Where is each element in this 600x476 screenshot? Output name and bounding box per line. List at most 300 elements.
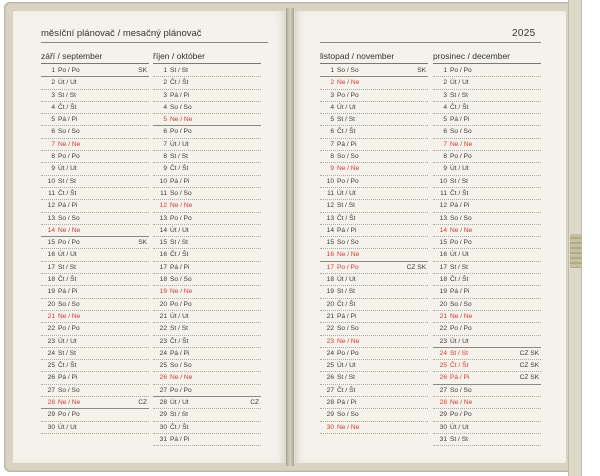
day-number: 23: [439, 337, 447, 345]
day-name: Čt / Št: [450, 276, 469, 284]
holiday-country-note: CZ: [138, 399, 147, 407]
day-number: 21: [439, 312, 447, 320]
day-row: [320, 397, 428, 409]
day-name: Ne / Ne: [170, 202, 193, 210]
day-name: Pá / Pi: [58, 202, 78, 210]
day-row: [153, 163, 261, 175]
day-name: St / St: [58, 349, 76, 357]
month-days: [320, 65, 428, 434]
day-number: 23: [326, 337, 334, 345]
day-row: [320, 323, 428, 335]
day-number: 10: [159, 177, 167, 185]
day-number: 18: [159, 276, 167, 284]
day-number: 8: [163, 153, 167, 161]
day-row: [433, 90, 541, 102]
day-row: [41, 163, 149, 175]
day-name: Po / Po: [58, 153, 80, 161]
holiday-country-note: CZ SK: [406, 263, 426, 271]
day-name: Po / Po: [450, 153, 472, 161]
day-row: [41, 200, 149, 212]
holiday-country-note: SK: [138, 239, 147, 247]
day-number: 15: [159, 239, 167, 247]
day-name: Pá / Pi: [170, 177, 190, 185]
day-row: [320, 126, 428, 138]
day-name: Pá / Pi: [170, 91, 190, 99]
day-number: 28: [439, 399, 447, 407]
day-name: St / St: [58, 263, 76, 271]
day-name: Út / Ut: [337, 103, 356, 111]
day-name: St / St: [170, 239, 188, 247]
day-row: [153, 249, 261, 261]
day-name: Čt / Št: [58, 362, 77, 370]
day-row: [41, 126, 149, 138]
day-row: [320, 77, 428, 89]
day-row: [433, 323, 541, 335]
day-name: Čt / Št: [170, 337, 189, 345]
day-number: 19: [326, 288, 334, 296]
day-name: Pá / Pi: [450, 288, 470, 296]
day-name: Ne / Ne: [58, 140, 81, 148]
day-name: Čt / Št: [337, 128, 356, 136]
day-number: 5: [330, 116, 334, 124]
day-row: [41, 299, 149, 311]
day-number: 20: [439, 300, 447, 308]
month-title-rule: [433, 63, 541, 64]
day-name: St / St: [337, 374, 355, 382]
day-name: St / St: [450, 435, 468, 443]
day-name: So / So: [337, 325, 359, 333]
day-name: So / So: [450, 300, 472, 308]
day-row: [320, 274, 428, 286]
day-number: 26: [439, 374, 447, 382]
ribbon-bookmark: [570, 234, 582, 268]
day-row: [41, 151, 149, 163]
day-row: [41, 323, 149, 335]
day-name: So / So: [170, 362, 192, 370]
day-row: [320, 114, 428, 126]
day-number: 22: [439, 325, 447, 333]
day-name: Út / Ut: [450, 79, 469, 87]
day-row: [153, 372, 261, 384]
day-number: 1: [443, 67, 447, 74]
day-row: [320, 90, 428, 102]
day-number: 11: [48, 189, 55, 197]
day-number: 2: [163, 79, 167, 87]
month-title-rule: [41, 63, 149, 64]
day-row: [153, 213, 261, 225]
day-name: Po / Po: [450, 411, 472, 419]
day-name: Ne / Ne: [450, 312, 473, 320]
day-number: 4: [443, 103, 447, 111]
day-number: 6: [443, 128, 447, 136]
day-number: 16: [439, 251, 447, 259]
day-name: Čt / Št: [58, 103, 77, 111]
day-row: [320, 188, 428, 200]
day-row: [320, 102, 428, 114]
day-row: [433, 176, 541, 188]
day-row: [320, 348, 428, 360]
day-row: [41, 360, 149, 372]
day-number: 14: [159, 226, 167, 234]
day-row: [433, 213, 541, 225]
day-number: 4: [163, 103, 167, 111]
day-row: [153, 126, 261, 138]
day-row: [153, 114, 261, 126]
day-name: Pá / Pi: [450, 202, 470, 210]
day-number: 30: [326, 423, 334, 431]
day-number: 2: [443, 79, 447, 87]
day-number: 1: [163, 67, 167, 74]
day-number: 11: [440, 189, 447, 197]
day-row: [433, 139, 541, 151]
day-row: [433, 434, 541, 446]
day-name: Čt / Št: [170, 251, 189, 259]
day-name: St / St: [337, 288, 355, 296]
day-row: [153, 422, 261, 434]
day-row: [433, 422, 541, 434]
month-days: [433, 65, 541, 446]
day-number: 31: [159, 435, 167, 443]
day-number: 28: [159, 399, 167, 407]
day-row: [41, 102, 149, 114]
day-name: Čt / Št: [58, 189, 77, 197]
day-name: So / So: [337, 153, 359, 161]
day-number: 27: [439, 386, 447, 394]
day-name: Ne / Ne: [58, 312, 81, 320]
day-row: [433, 102, 541, 114]
day-number: 24: [326, 349, 334, 357]
month-column: [320, 51, 428, 434]
day-number: 21: [326, 312, 334, 320]
day-name: Čt / Št: [170, 165, 189, 173]
day-row: [320, 385, 428, 397]
day-name: So / So: [58, 128, 80, 136]
day-row: [433, 249, 541, 261]
day-name: So / So: [58, 300, 80, 308]
month-days: [153, 65, 261, 446]
day-name: Ne / Ne: [337, 79, 360, 87]
day-number: 14: [47, 226, 55, 234]
day-number: 6: [163, 128, 167, 136]
header-rule-left: [41, 42, 268, 43]
day-name: Út / Ut: [450, 423, 469, 431]
day-row: [41, 286, 149, 298]
day-number: 2: [51, 79, 55, 87]
day-number: 14: [439, 226, 447, 234]
day-row: [41, 372, 149, 384]
day-number: 12: [159, 202, 167, 210]
day-name: Pá / Pi: [337, 312, 357, 320]
day-name: Po / Po: [337, 91, 359, 99]
day-row: [320, 200, 428, 212]
day-row: [153, 323, 261, 335]
day-row: [320, 311, 428, 323]
day-number: 25: [439, 362, 447, 370]
day-name: St / St: [337, 202, 355, 210]
day-name: Čt / Št: [170, 79, 189, 87]
day-row: [433, 126, 541, 138]
day-name: Po / Po: [170, 386, 192, 394]
day-name: Út / Ut: [450, 251, 469, 259]
day-name: Út / Ut: [450, 165, 469, 173]
day-number: 1: [330, 67, 334, 74]
day-row: [41, 225, 149, 237]
holiday-country-note: CZ SK: [519, 374, 539, 382]
day-row: [433, 348, 541, 360]
day-row: [153, 385, 261, 397]
day-number: 7: [163, 140, 167, 148]
day-number: 9: [163, 165, 167, 173]
day-number: 3: [443, 91, 447, 99]
day-row: [320, 176, 428, 188]
day-name: Po / Po: [170, 300, 192, 308]
month-title-rule: [153, 63, 261, 64]
holiday-country-note: CZ SK: [519, 362, 539, 370]
day-name: Pá / Pi: [170, 435, 190, 443]
day-number: 4: [51, 103, 55, 111]
day-row: [153, 336, 261, 348]
day-row: [153, 397, 261, 409]
day-number: 17: [326, 263, 334, 271]
day-number: 18: [326, 276, 334, 284]
day-row: [320, 409, 428, 421]
day-number: 19: [439, 288, 447, 296]
day-row: [433, 360, 541, 372]
day-name: Út / Ut: [58, 79, 77, 87]
day-name: Pá / Pi: [58, 116, 78, 124]
day-row: [153, 237, 261, 249]
day-row: [41, 397, 149, 409]
day-row: [320, 151, 428, 163]
day-row: [41, 77, 149, 89]
day-number: 9: [443, 165, 447, 173]
day-row: [41, 139, 149, 151]
day-row: [433, 225, 541, 237]
day-row: [153, 225, 261, 237]
day-row: [153, 188, 261, 200]
day-row: [153, 151, 261, 163]
day-number: 18: [439, 276, 447, 284]
day-name: Po / Po: [337, 177, 359, 185]
day-row: [41, 274, 149, 286]
day-name: Čt / Št: [337, 300, 356, 308]
day-name: Ne / Ne: [58, 226, 81, 234]
day-name: Út / Ut: [450, 337, 469, 345]
day-name: St / St: [58, 91, 76, 99]
day-name: So / So: [58, 386, 80, 394]
day-row: [320, 249, 428, 261]
day-row: [153, 299, 261, 311]
day-name: Út / Ut: [337, 189, 356, 197]
day-name: Ne / Ne: [337, 337, 360, 345]
day-row: [320, 65, 428, 77]
day-number: 24: [47, 349, 55, 357]
day-name: Po / Po: [337, 349, 359, 357]
day-number: 27: [159, 386, 167, 394]
day-row: [433, 274, 541, 286]
day-number: 17: [439, 263, 447, 271]
day-number: 12: [439, 202, 447, 210]
month-title: prosinec / december: [433, 51, 511, 61]
day-row: [433, 409, 541, 421]
day-number: 12: [47, 202, 55, 210]
day-name: St / St: [450, 349, 468, 357]
day-name: Čt / Št: [450, 189, 469, 197]
day-name: Čt / Št: [337, 386, 356, 394]
day-row: [433, 163, 541, 175]
day-row: [433, 237, 541, 249]
day-name: Út / Ut: [58, 337, 77, 345]
day-number: 16: [326, 251, 334, 259]
day-row: [41, 114, 149, 126]
day-name: Po / Po: [170, 128, 192, 136]
day-row: [433, 262, 541, 274]
day-row: [320, 372, 428, 384]
day-row: [153, 286, 261, 298]
day-number: 5: [51, 116, 55, 124]
day-number: 10: [439, 177, 447, 185]
day-name: Út / Ut: [337, 276, 356, 284]
day-name: Čt / Št: [337, 214, 356, 222]
day-name: Út / Ut: [58, 423, 77, 431]
day-number: 29: [159, 411, 167, 419]
day-number: 27: [326, 386, 334, 394]
day-number: 7: [330, 140, 334, 148]
day-name: St / St: [170, 325, 188, 333]
day-row: [153, 77, 261, 89]
day-name: Ne / Ne: [450, 226, 473, 234]
day-number: 20: [47, 300, 55, 308]
holiday-country-note: SK: [138, 67, 147, 74]
day-number: 8: [330, 153, 334, 161]
day-number: 8: [51, 153, 55, 161]
day-number: 22: [159, 325, 167, 333]
day-number: 28: [326, 399, 334, 407]
day-number: 20: [159, 300, 167, 308]
day-row: [433, 286, 541, 298]
day-number: 18: [47, 276, 55, 284]
day-row: [320, 262, 428, 274]
day-name: Po / Po: [337, 263, 359, 271]
day-name: Út / Ut: [170, 399, 189, 407]
day-row: [153, 360, 261, 372]
day-row: [320, 237, 428, 249]
day-number: 9: [330, 165, 334, 173]
day-number: 30: [47, 423, 55, 431]
day-number: 9: [51, 165, 55, 173]
day-name: Po / Po: [450, 67, 472, 74]
day-number: 17: [159, 263, 167, 271]
day-number: 19: [47, 288, 55, 296]
day-number: 14: [326, 226, 334, 234]
day-name: St / St: [337, 116, 355, 124]
day-row: [153, 409, 261, 421]
day-name: St / St: [170, 67, 188, 74]
day-number: 2: [330, 79, 334, 87]
day-row: [41, 336, 149, 348]
day-number: 20: [326, 300, 334, 308]
day-number: 23: [159, 337, 167, 345]
day-name: Út / Ut: [337, 362, 356, 370]
day-number: 16: [159, 251, 167, 259]
day-number: 5: [443, 116, 447, 124]
day-number: 22: [47, 325, 55, 333]
day-row: [153, 274, 261, 286]
day-name: Út / Ut: [170, 226, 189, 234]
year-label: 2025: [512, 28, 536, 39]
day-name: Út / Ut: [58, 165, 77, 173]
day-number: 29: [47, 411, 55, 419]
day-name: St / St: [170, 411, 188, 419]
day-row: [320, 336, 428, 348]
day-number: 15: [326, 239, 334, 247]
day-name: Čt / Št: [450, 103, 469, 111]
day-row: [153, 200, 261, 212]
day-number: 21: [47, 312, 55, 320]
day-number: 24: [159, 349, 167, 357]
day-name: Po / Po: [170, 214, 192, 222]
day-number: 11: [327, 189, 334, 197]
day-row: [320, 286, 428, 298]
day-name: Čt / Št: [58, 276, 77, 284]
day-name: Po / Po: [58, 67, 80, 74]
holiday-country-note: CZ: [250, 399, 259, 407]
day-number: 26: [326, 374, 334, 382]
day-name: Po / Po: [58, 325, 80, 333]
day-name: Ne / Ne: [337, 165, 360, 173]
day-row: [320, 139, 428, 151]
month-column: [153, 51, 261, 446]
day-name: Ne / Ne: [450, 140, 473, 148]
day-row: [41, 249, 149, 261]
day-name: Po / Po: [450, 325, 472, 333]
day-row: [320, 299, 428, 311]
day-number: 21: [159, 312, 167, 320]
day-number: 15: [47, 239, 55, 247]
month-column: [41, 51, 149, 434]
day-number: 16: [47, 251, 55, 259]
day-number: 3: [163, 91, 167, 99]
day-name: Pá / Pi: [58, 288, 78, 296]
page-title: měsíční plánovač / mesačný plánovač: [41, 28, 202, 39]
day-number: 19: [159, 288, 167, 296]
day-name: Pá / Pi: [450, 374, 470, 382]
day-row: [433, 114, 541, 126]
day-number: 23: [47, 337, 55, 345]
day-name: Pá / Pi: [337, 140, 357, 148]
day-number: 15: [439, 239, 447, 247]
day-name: St / St: [450, 91, 468, 99]
day-row: [320, 422, 428, 434]
day-name: Út / Ut: [170, 312, 189, 320]
day-row: [153, 311, 261, 323]
day-number: 1: [51, 67, 55, 74]
day-row: [41, 90, 149, 102]
day-number: 7: [443, 140, 447, 148]
day-name: Ne / Ne: [170, 374, 193, 382]
day-number: 13: [47, 214, 55, 222]
month-title: září / september: [41, 51, 103, 61]
day-name: So / So: [450, 128, 472, 136]
holiday-country-note: SK: [417, 67, 426, 74]
header-rule-right: [320, 42, 541, 43]
day-number: 26: [159, 374, 167, 382]
day-row: [41, 348, 149, 360]
day-name: Pá / Pi: [58, 374, 78, 382]
month-days: [41, 65, 149, 434]
day-name: Út / Ut: [58, 251, 77, 259]
day-name: Pá / Pi: [337, 226, 357, 234]
